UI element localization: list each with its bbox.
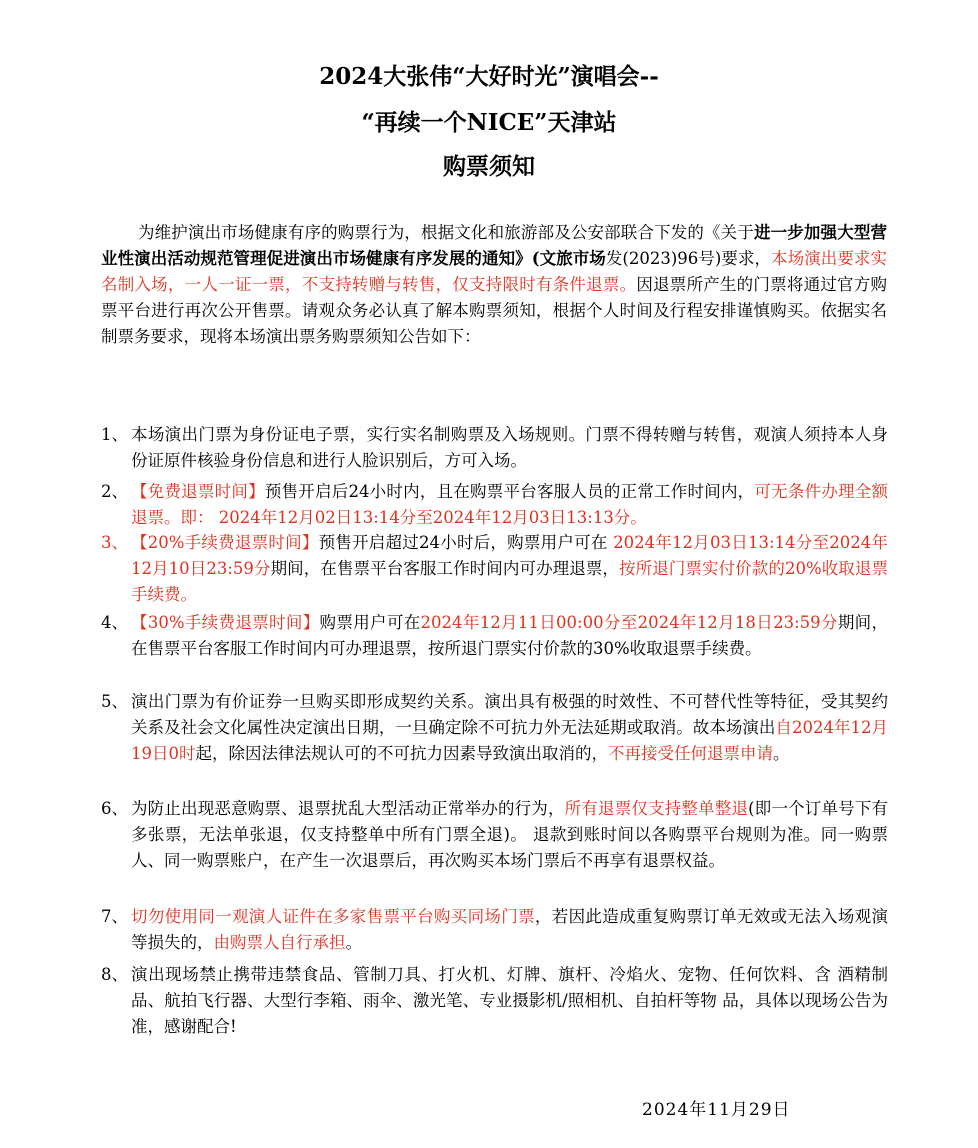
item-text: 演出门票为有价证券一旦购买即形成契约关系。演出具有极强的时效性、不可替代性等特征，受其契约关系及社会文化属性决定演出日期，一旦确定除不可抗力外无法延期或取消。故本场演出	[131, 692, 888, 737]
item-number: 2、	[101, 482, 128, 501]
notice-item-7	[101, 904, 888, 956]
item-text: 。	[773, 744, 790, 763]
title-line-2: “再续一个NICE”天津站	[361, 109, 617, 136]
item-text: 【30%手续费退票时间】	[131, 613, 320, 632]
item-number: 7、	[101, 907, 128, 926]
title-line-1: 2024大张伟“大好时光”演唱会--	[319, 63, 659, 90]
issue-date: 2024年11月29日	[642, 1100, 791, 1120]
item-number: 5、	[101, 692, 128, 711]
item-text: 预售开启超过24小时后，购票用户可在	[318, 533, 614, 552]
item-text: (即一个订单号下有多张票，无法单张退，仅支持整单中所有门票全退)。 退款到账时间以各购票平台规则为准。同一购票人、同一购票账户，在产生一次退票后，再次购买本场门票后不再享有退票权益。	[131, 799, 889, 870]
item-text: 不再接受任何退票申请	[608, 744, 773, 763]
notice-item-3	[101, 530, 888, 608]
item-text: 【20%手续费退票时间】	[131, 533, 319, 552]
item-text: 按所退门票实付价款的20%收取退票手续费。	[131, 559, 888, 604]
item-text: 期间，在售票平台客服工作时间内可办理退票，按所退门票实付价款的30%收取退票手续费。	[131, 613, 888, 658]
intro-text-a: 为维护演出市场健康有序的购票行为，根据文化和旅游部及公安部联合下发的《关于	[138, 223, 754, 242]
notice-item-6	[101, 796, 888, 874]
notice-item-2	[101, 479, 888, 531]
notice-item-1	[101, 422, 888, 474]
item-text: 切勿使用同一观演人证件在多家售票平台购买同场门票	[131, 907, 535, 926]
item-text: 。	[345, 933, 362, 952]
item-text: 【免费退票时间】	[131, 482, 265, 501]
item-number: 4、	[101, 613, 128, 632]
item-text: 所有退票仅支持整单整退	[564, 799, 749, 818]
item-text: 可无条件办理全额退票。即： 2024年12月02日13:14分至2024年12月03日13:13分。	[131, 482, 889, 527]
intro-text-c: 发(2023)96号)要求，	[605, 249, 772, 268]
item-text: 本场演出门票为身份证电子票，实行实名制购票及入场规则。门票不得转赠与转售，观演人须持本人身份证原件核验身份信息和进行人脸识别后，方可入场。	[131, 425, 888, 470]
item-text: 由购票人自行承担	[213, 933, 346, 952]
intro-text-e: 因退票所产生的门票将通过官方购票平台进行再次公开售票。请观众务必认真了解本购票须知，根据个人时间及行程安排谨慎购买。依据实名制票务要求，现将本场演出票务购票须知公告如下：	[101, 275, 888, 346]
intro-text-d: 本场演出要求实名制入场，一人一证一票，不支持转赠与转售，仅支持限时有条件退票。	[101, 249, 888, 294]
item-number: 1、	[101, 425, 128, 444]
item-text: 起，除因法律法规认可的不可抗力因素导致演出取消的，	[195, 744, 608, 763]
item-text: 2024年12月03日13:14分至2024年12月10日23:59分	[131, 533, 888, 578]
intro-paragraph	[101, 220, 887, 350]
item-text: 购票用户可在	[319, 613, 421, 632]
item-text: 预售开启后24小时内，且在购票平台客服人员的正常工作时间内，	[264, 482, 755, 501]
notice-item-4	[101, 610, 888, 662]
item-number: 8、	[101, 965, 128, 984]
item-number: 3、	[101, 533, 128, 552]
item-number: 6、	[101, 799, 128, 818]
item-text: 2024年12月11日00:00分至2024年12月18日23:59分	[420, 613, 838, 632]
item-text: 为防止出现恶意购票、退票扰乱大型活动正常举办的行为，	[131, 799, 565, 818]
item-text: 演出现场禁止携带违禁食品、管制刀具、打火机、灯牌、旗杆、冷焰火、宠物、任何饮料、含 酒精制品、航拍飞行器、大型行李箱、雨伞、激光笔、专业摄影机/照相机、自拍杆等物 品，具体以现场公告为准，感谢配合!	[131, 965, 888, 1036]
intro-text-b: 进一步加强大型营业性演出活动规范管理促进演出市场健康有序发展的通知》(文旅市场	[101, 223, 888, 268]
item-text: ，若因此造成重复购票订单无效或无法入场观演等损失的，	[131, 907, 889, 952]
item-text: 期间，在售票平台客服工作时间内可办理退票，	[270, 559, 620, 578]
title-line-3: 购票须知	[443, 153, 535, 180]
item-text: 自2024年12月19日0时	[131, 718, 889, 763]
notice-item-5	[101, 689, 888, 767]
notice-item-8	[101, 962, 888, 1040]
